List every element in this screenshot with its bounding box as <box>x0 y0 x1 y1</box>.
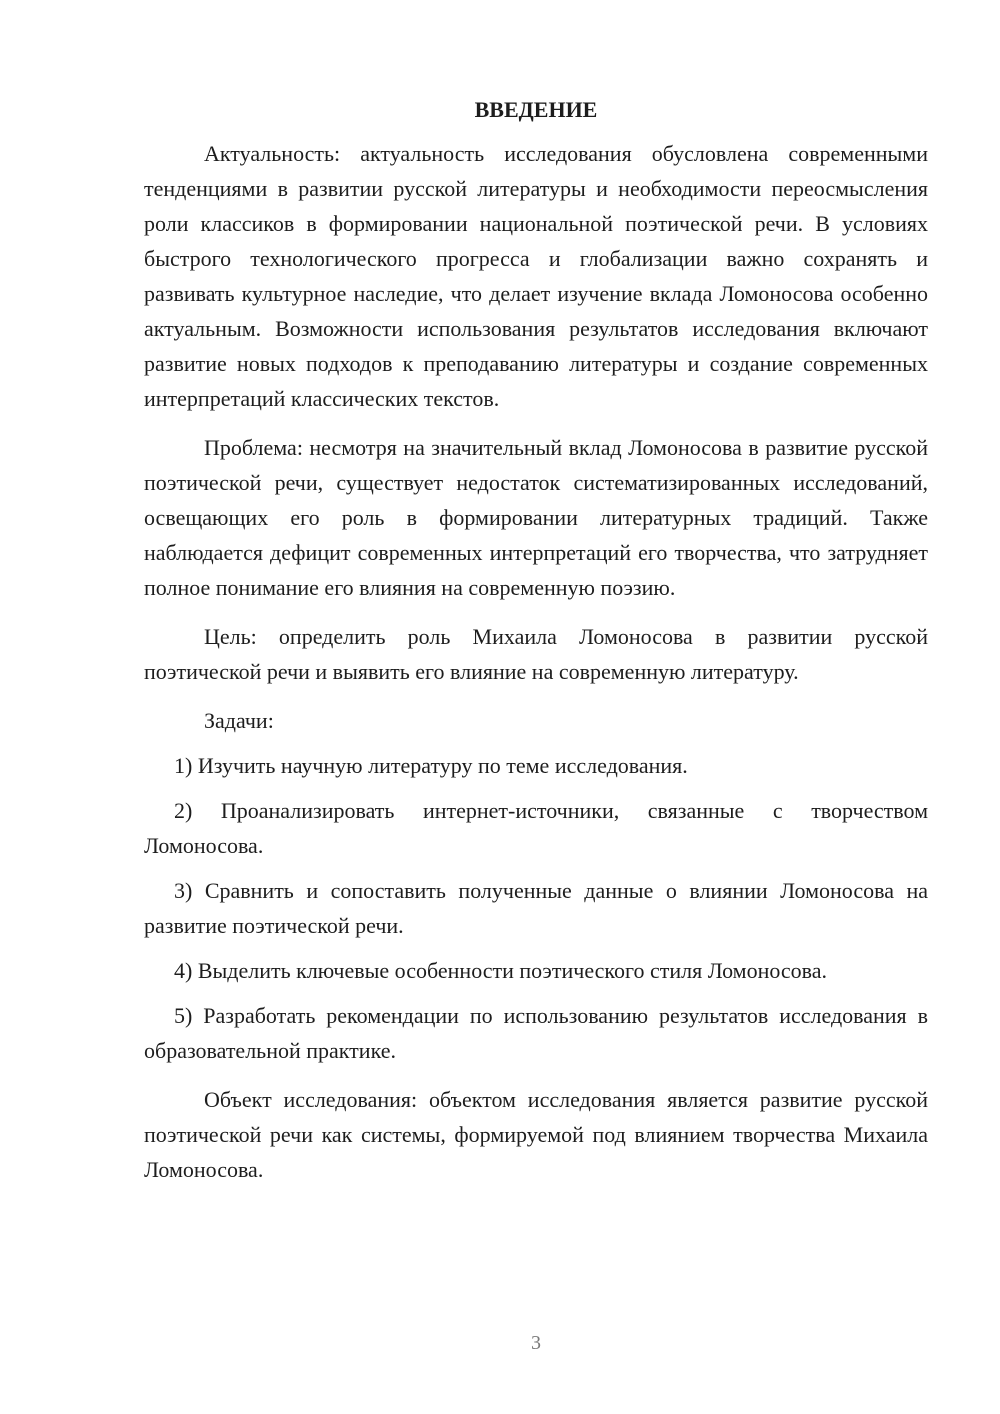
page-content <box>144 92 928 1187</box>
goal-paragraph: Цель: определить роль Михаила Ломоносова в развитии русской поэтической речи и выявить его влияние на современную литературу. <box>144 624 928 684</box>
task-item: 5) Разработать рекомендации по использованию результатов исследования в образовательной практике. <box>144 1003 928 1063</box>
problem-paragraph: Проблема: несмотря на значительный вклад Ломоносова в развитие русской поэтической речи, существует недостаток систематизированных исследований, освещающих его роль в формировании литературных традиций. Также наблюдается дефицит современных интерпретаций его творчества, что затрудняет полное понимание его влияния на современную поэзию. <box>144 435 928 600</box>
tasks-list <box>144 748 928 1068</box>
tasks-title: Задачи: <box>204 708 274 733</box>
task-item: 4) Выделить ключевые особенности поэтического стиля Ломоносова. <box>174 958 828 983</box>
relevance-paragraph: Актуальность: актуальность исследования обусловлена современными тенденциями в развитии русской литературы и необходимости переосмысления роли классиков в формировании национальной поэтической речи. В условиях быстрого технологического прогресса и глобализации важно сохранять и развивать культурное наследие, что делает изучение вклада Ломоносова особенно актуальным. Возможности использования результатов исследования включают развитие новых подходов к преподаванию литературы и создание современных интерпретаций классических текстов. <box>144 141 928 411</box>
task-item: 3) Сравнить и сопоставить полученные данные о влиянии Ломоносова на развитие поэтической речи. <box>144 878 928 938</box>
page-number: 3 <box>531 1332 541 1354</box>
object-paragraph: Объект исследования: объектом исследования является развитие русской поэтической речи как системы, формируемой под влиянием творчества Михаила Ломоносова. <box>144 1087 928 1182</box>
task-item: 1) Изучить научную литературу по теме исследования. <box>174 753 688 778</box>
section-heading: ВВЕДЕНИЕ <box>474 97 598 122</box>
task-item: 2) Проанализировать интернет-источники, связанные с творчеством Ломоносова. <box>144 798 928 858</box>
